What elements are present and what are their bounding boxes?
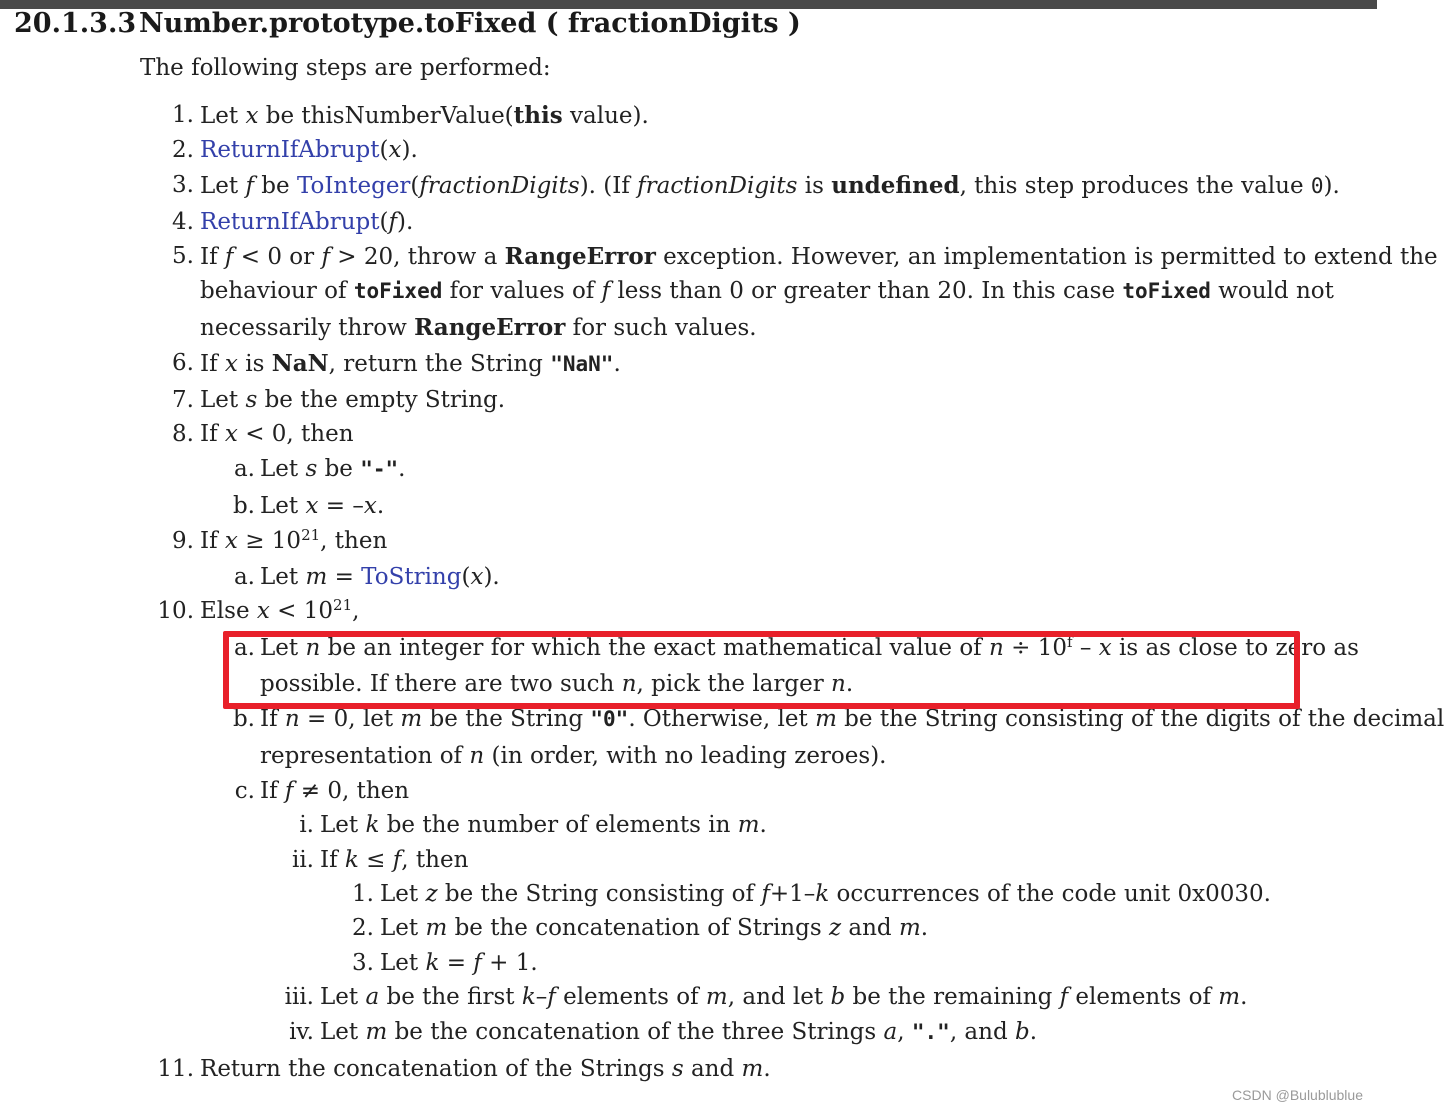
step-marker: 2. <box>172 137 194 163</box>
step-3: Let f be ToInteger(fractionDigits). (If fractionDigits is undefined, this step produces the value 0). <box>200 172 1340 199</box>
step-7: Let s be the empty String. <box>200 387 506 413</box>
section-heading <box>14 8 801 39</box>
step-8a: Let s be "-". <box>260 456 406 482</box>
intro-text: The following steps are performed: <box>140 55 551 81</box>
section-number: 20.1.3.3 <box>14 8 137 39</box>
step-marker: 1. <box>352 881 374 907</box>
step-marker: 3. <box>172 172 194 198</box>
step-10c: If f ≠ 0, then <box>260 778 410 804</box>
step-5: If f < 0 or f > 20, throw a RangeError exception. However, an implementation is permitted to extend the <box>200 243 1438 270</box>
step-9a: Let m = ToString(x). <box>260 564 500 590</box>
step-10c-iv: Let m be the concatenation of the three Strings a, ".", and b. <box>320 1019 1038 1045</box>
highlight-box <box>223 631 1300 709</box>
step-1: Let x be thisNumberValue(this value). <box>200 102 649 129</box>
step-10c-ii-1: Let z be the String consisting of f+1–k occurrences of the code unit 0x0030. <box>380 881 1271 907</box>
step-marker: 8. <box>172 421 194 447</box>
step-10c-ii: If k ≤ f, then <box>320 847 469 873</box>
step-marker: a. <box>233 635 255 661</box>
step-marker: iv. <box>289 1019 314 1045</box>
step-marker: b. <box>232 706 255 732</box>
step-marker: iii. <box>284 984 314 1010</box>
step-marker: 2. <box>352 915 374 941</box>
step-10b-cont: representation of n (in order, with no leading zeroes). <box>260 743 887 769</box>
step-marker: 9. <box>172 528 194 554</box>
step-marker: i. <box>299 812 314 838</box>
step-8: If x < 0, then <box>200 421 354 447</box>
step-marker: a. <box>233 456 255 482</box>
step-10c-ii-2: Let m be the concatenation of Strings z and m. <box>380 915 929 941</box>
step-marker: 4. <box>172 209 194 235</box>
step-marker: a. <box>233 564 255 590</box>
step-marker: 7. <box>172 387 194 413</box>
link-to-string[interactable]: ToString <box>361 564 462 590</box>
step-9: If $x \ge 10^{21}$, then <box>200 526 388 554</box>
link-to-integer[interactable]: ToInteger <box>296 173 411 199</box>
step-10c-ii-3: Let k = f + 1. <box>380 950 538 976</box>
step-marker: 5. <box>172 243 194 269</box>
step-marker: ii. <box>291 847 314 873</box>
step-5-cont: necessarily throw RangeError for such values. <box>200 314 757 341</box>
link-return-if-abrupt[interactable]: ReturnIfAbrupt <box>200 209 380 235</box>
step-marker: 10. <box>157 598 194 624</box>
step-marker: 3. <box>352 950 374 976</box>
step-5-cont: behaviour of toFixed for values of f less than 0 or greater than 20. In this case toFixed would not <box>200 278 1334 304</box>
watermark: CSDN @Bulublublue <box>1232 1087 1363 1103</box>
step-10: Else $x < 10^{21}$, <box>200 596 360 624</box>
step-10a: Let n be an integer for which the exact mathematical value of $n \div 10^f - x$ is as close to zero as <box>260 633 1359 661</box>
step-2: ReturnIfAbrupt(x). <box>200 137 418 163</box>
step-marker: 11. <box>157 1056 194 1082</box>
step-10b: If n = 0, let m be the String "0". Otherwise, let m be the String consisting of the digits of the decimal <box>260 706 1444 732</box>
step-marker: b. <box>232 493 255 519</box>
step-10c-i: Let k be the number of elements in m. <box>320 812 767 838</box>
step-11: Return the concatenation of the Strings s and m. <box>200 1056 771 1082</box>
section-title: Number.prototype.toFixed ( fractionDigits ) <box>139 8 801 39</box>
step-10a-cont: possible. If there are two such n, pick the larger n. <box>260 671 854 697</box>
step-6: If x is NaN, return the String "NaN". <box>200 350 621 377</box>
link-return-if-abrupt[interactable]: ReturnIfAbrupt <box>200 137 380 163</box>
step-8b: Let x = –x. <box>260 493 385 519</box>
step-10c-iii: Let a be the first k–f elements of m, and let b be the remaining f elements of m. <box>320 984 1248 1010</box>
step-marker: 6. <box>172 350 194 376</box>
step-marker: 1. <box>172 102 194 128</box>
step-4: ReturnIfAbrupt(f). <box>200 209 414 235</box>
step-marker: c. <box>234 778 255 804</box>
